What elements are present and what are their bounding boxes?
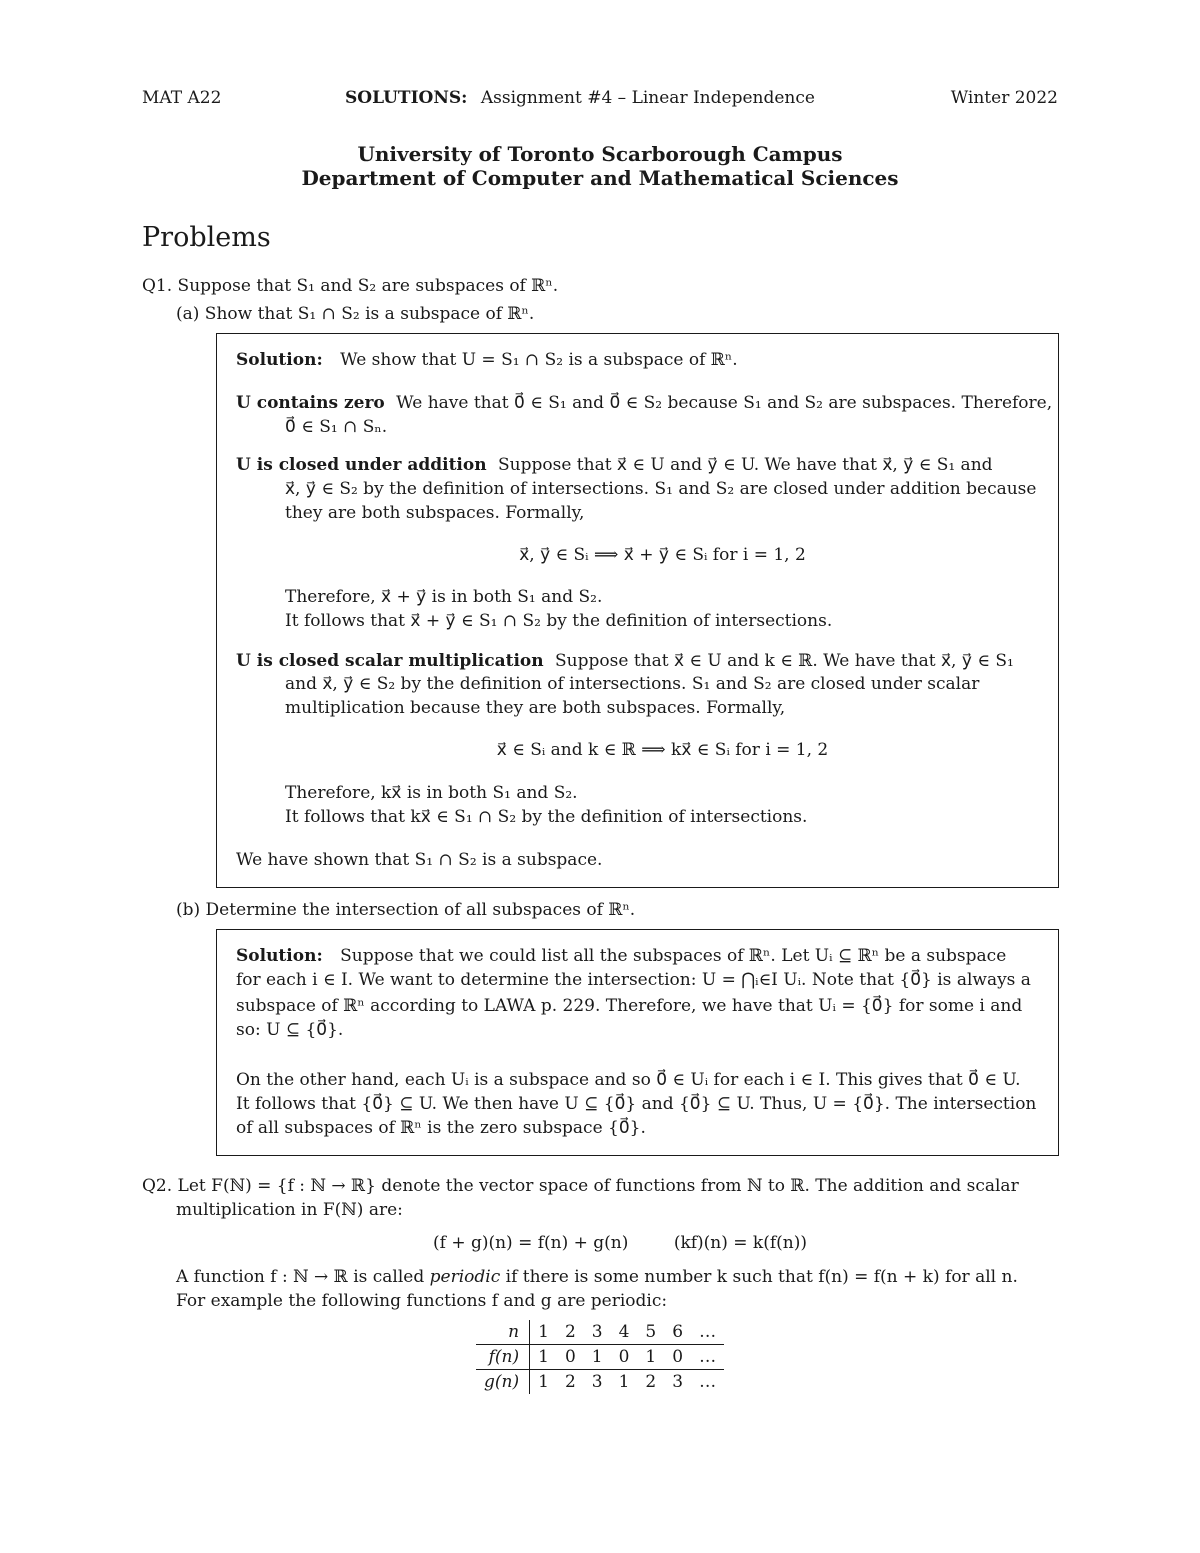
table-row (476, 1345, 724, 1370)
periodic-text-b: if there is some number k such that f(n) = f(n + k) for all n. (500, 1267, 1018, 1287)
solution-b-text-1: Suppose that we could list all the subspaces of ℝⁿ. Let Uᵢ ⊆ ℝⁿ be a subspace (340, 946, 1007, 966)
scalar-text-2: and x⃗, y⃗ ∈ S₂ by the definition of intersections. S₁ and S₂ are closed under scalar (285, 674, 980, 694)
addition-text-1: Suppose that x⃗ ∈ U and y⃗ ∈ U. We have that x⃗, y⃗ ∈ S₁ and (498, 455, 993, 475)
table-cell: 2 (564, 1372, 576, 1392)
solution-b-text-5: On the other hand, each Uᵢ is a subspace and so 0⃗ ∈ Uᵢ for each i ∈ I. This gives that 0⃗ ∈ U. (236, 1070, 1021, 1090)
table-header-row (476, 1320, 724, 1345)
title-bold: SOLUTIONS: (345, 88, 468, 108)
course-code: MAT A22 (142, 88, 222, 108)
table-cell: 4 (611, 1320, 638, 1345)
table-cell: 0 (611, 1345, 638, 1370)
solution-b-text-6: It follows that {0⃗} ⊆ U. We then have U ⊆ {0⃗} and {0⃗} ⊆ U. Thus, U = {0⃗}. The intersection (236, 1094, 1037, 1114)
table-cell: 6 (664, 1320, 691, 1345)
scalar-therefore: Therefore, kx⃗ is in both S₁ and S₂. (285, 783, 578, 803)
section-title: Problems (142, 222, 271, 253)
q2-operations-equation (0, 1231, 1200, 1255)
table-cell: … (691, 1345, 724, 1370)
table-cell: 1 (584, 1345, 611, 1370)
addition-paragraph-line1 (236, 453, 993, 477)
periodic-example-intro: For example the following functions f and g are periodic: (176, 1291, 668, 1311)
addition-text-3: they are both subspaces. Formally, (285, 503, 585, 523)
table-cell: … (699, 1372, 717, 1392)
addition-rule: (f + g)(n) = f(n) + g(n) (432, 1233, 629, 1253)
solution-b-text-7: of all subspaces of ℝⁿ is the zero subspace {0⃗}. (236, 1118, 646, 1138)
q1a-prompt: (a) Show that S₁ ∩ S₂ is a subspace of ℝⁿ. (176, 304, 535, 324)
zero-paragraph-line1 (236, 391, 1052, 415)
table-cell: … (691, 1320, 724, 1345)
addition-therefore: Therefore, x⃗ + y⃗ is in both S₁ and S₂. (285, 587, 603, 607)
university-name: University of Toronto Scarborough Campus (357, 142, 843, 166)
addition-equation: x⃗, y⃗ ∈ Sᵢ ⟹ x⃗ + y⃗ ∈ Sᵢ for i = 1, 2 (519, 545, 806, 565)
table-cell: 1 (538, 1372, 549, 1392)
table-cell: 2 (557, 1320, 584, 1345)
q1b-prompt: (b) Determine the intersection of all subspaces of ℝⁿ. (176, 900, 636, 920)
solution-a-conclusion: We have shown that S₁ ∩ S₂ is a subspace. (236, 850, 603, 870)
document-title (345, 86, 815, 110)
q1-stem: Q1. Suppose that S₁ and S₂ are subspaces of ℝⁿ. (142, 276, 559, 296)
scalar-text-1: Suppose that x⃗ ∈ U and k ∈ ℝ. We have that x⃗, y⃗ ∈ S₁ (555, 651, 1014, 671)
addition-heading: U is closed under addition (236, 455, 487, 475)
department-name: Department of Computer and Mathematical Sciences (301, 166, 899, 190)
periodic-table (476, 1320, 724, 1394)
solution-b-text-3: subspace of ℝⁿ according to LAWA p. 229. Therefore, we have that Uᵢ = {0⃗} for some i and (236, 996, 1023, 1016)
q2-line1: Q2. Let F(ℕ) = {f : ℕ → ℝ} denote the vector space of functions from ℕ to ℝ. The addition and scalar (142, 1176, 1019, 1196)
scalar-rule: (kf)(n) = k(f(n)) (673, 1233, 808, 1253)
addition-follows: It follows that x⃗ + y⃗ ∈ S₁ ∩ S₂ by the definition of intersections. (285, 611, 833, 631)
table-cell: 0 (557, 1345, 584, 1370)
table-cell: g(n) (476, 1370, 530, 1395)
table-cell: 0 (664, 1345, 691, 1370)
scalar-follows: It follows that kx⃗ ∈ S₁ ∩ S₂ by the definition of intersections. (285, 807, 808, 827)
periodic-definition (176, 1265, 1018, 1289)
table-cell: 1 (618, 1372, 630, 1392)
table-row (476, 1370, 724, 1395)
scalar-paragraph-line1 (236, 649, 1014, 673)
zero-text-1: We have that 0⃗ ∈ S₁ and 0⃗ ∈ S₂ because S₁ and S₂ are subspaces. Therefore, (396, 393, 1053, 413)
periodic-text-a: A function f : ℕ → ℝ is called (176, 1267, 430, 1287)
solution-b-line1 (236, 944, 1006, 968)
solution-b-text-2: for each i ∈ I. We want to determine the intersection: U = ⋂ᵢ∈I Uᵢ. Note that {0⃗} is always a (236, 970, 1031, 990)
title-rest: Assignment #4 – Linear Independence (480, 88, 815, 108)
periodic-term: periodic (429, 1267, 501, 1287)
solution-a-intro-line (236, 348, 738, 372)
table-cell: 5 (637, 1320, 664, 1345)
table-cell: 3 (584, 1320, 611, 1345)
scalar-equation: x⃗ ∈ Sᵢ and k ∈ ℝ ⟹ kx⃗ ∈ Sᵢ for i = 1, 2 (496, 740, 829, 760)
addition-text-2: x⃗, y⃗ ∈ S₂ by the definition of intersections. S₁ and S₂ are closed under addition because (285, 479, 1037, 499)
solution-label: Solution: (236, 350, 323, 370)
solution-box-b (216, 929, 1059, 1156)
table-cell: 3 (591, 1372, 603, 1392)
table-cell: 1 (530, 1320, 557, 1345)
table-cell: 3 (672, 1372, 684, 1392)
term: Winter 2022 (950, 88, 1058, 108)
table-cell: 1 (637, 1345, 664, 1370)
table-cell: n (476, 1320, 530, 1345)
solution-a-intro: We show that U = S₁ ∩ S₂ is a subspace of ℝⁿ. (340, 350, 738, 370)
table-cell: 2 (645, 1372, 657, 1392)
q2-line2: multiplication in F(ℕ) are: (176, 1200, 403, 1220)
zero-text-2: 0⃗ ∈ S₁ ∩ Sₙ. (285, 417, 388, 437)
solution-box-a (216, 333, 1059, 888)
table-cell: 1 (530, 1345, 557, 1370)
solution-b-text-4: so: U ⊆ {0⃗}. (236, 1020, 344, 1040)
solution-label: Solution: (236, 946, 323, 966)
table-cell: f(n) (476, 1345, 530, 1370)
scalar-heading: U is closed scalar multiplication (236, 651, 544, 671)
zero-heading: U contains zero (236, 393, 385, 413)
values-table (476, 1320, 724, 1394)
scalar-text-3: multiplication because they are both subspaces. Formally, (285, 698, 786, 718)
